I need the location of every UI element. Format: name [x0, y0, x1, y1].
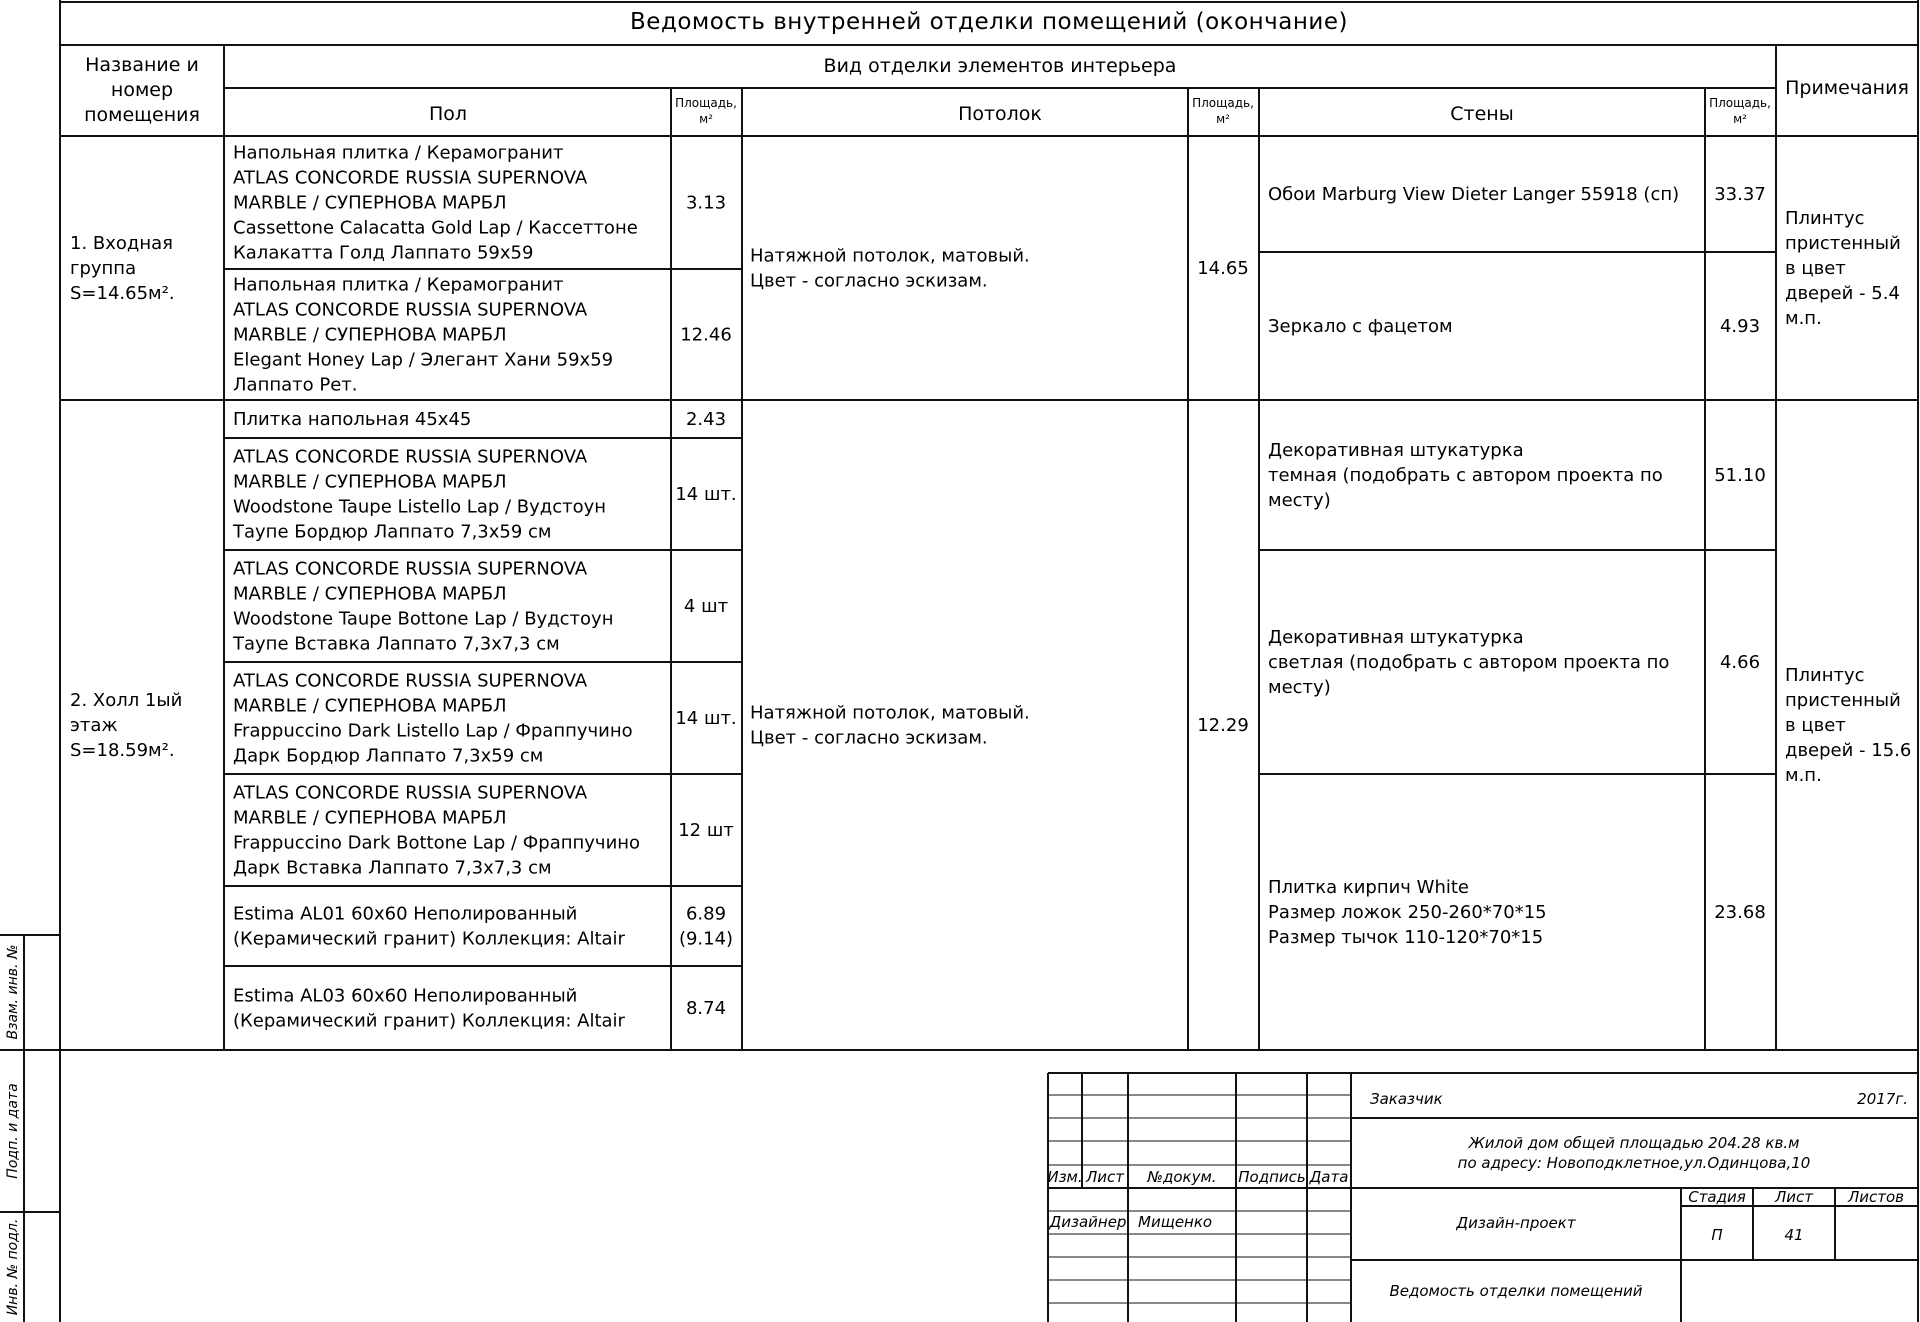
wall-material: месту): [1268, 677, 1331, 698]
header-area-unit: м²: [699, 112, 713, 126]
stamp-year: 2017г.: [1857, 1090, 1908, 1108]
stamp-stage: П: [1711, 1226, 1723, 1244]
floor-material: Дарк Бордюр Лаппато 7,3х59 см: [233, 745, 544, 767]
stamp-col-header: Лист: [1085, 1168, 1125, 1186]
side-stamp-inventory: Инв. № подл.: [5, 1218, 21, 1316]
floor-area: 3.13: [685, 192, 727, 214]
stamp-document: Ведомость отделки помещений: [1389, 1282, 1643, 1300]
floor-material: Woodstone Taupe Listello Lap / Вудстоун: [233, 496, 607, 518]
room-name: S=14.65м².: [70, 283, 175, 304]
floor-material: Таупе Вставка Лаппато 7,3х7,3 см: [233, 633, 560, 655]
wall-material: Декоративная штукатурка: [1268, 627, 1524, 648]
ceiling-material: Натяжной потолок, матовый.: [750, 702, 1030, 724]
wall-material: Зеркало с фацетом: [1268, 316, 1453, 337]
stamp-person: Мищенко: [1138, 1213, 1213, 1231]
floor-area: 2.43: [685, 409, 727, 430]
floor-material: Калакатта Голд Лаппато 59х59: [233, 242, 534, 264]
floor-material: ATLAS CONCORDE RUSSIA SUPERNOVA: [233, 446, 588, 468]
floor-area: 12.46: [680, 324, 732, 346]
floor-material: Cassettone Calacatta Gold Lap / Кассеттоне: [233, 217, 638, 239]
stamp-project: Дизайн-проект: [1456, 1214, 1576, 1232]
sheet-title: Ведомость внутренней отделки помещений (окончание): [630, 9, 1348, 35]
stamp-address: по адресу: Новоподклетное,ул.Одинцова,10: [1457, 1154, 1811, 1172]
header-area: Площадь,: [675, 96, 737, 110]
room-name: 1. Входная: [70, 233, 173, 254]
wall-material: месту): [1268, 490, 1331, 511]
wall-material: Декоративная штукатурка: [1268, 440, 1524, 461]
floor-area: (9.14): [678, 928, 734, 950]
floor-material: MARBLE / СУПЕРНОВА МАРБЛ: [233, 583, 507, 605]
wall-material: Плитка кирпич White: [1268, 877, 1470, 898]
floor-material: ATLAS CONCORDE RUSSIA SUPERNOVA: [233, 670, 588, 692]
floor-material: MARBLE / СУПЕРНОВА МАРБЛ: [233, 695, 507, 717]
stamp-col-header: №докум.: [1147, 1168, 1217, 1186]
floor-material: Напольная плитка / Керамогранит: [233, 142, 564, 164]
header-ceiling: Потолок: [958, 103, 1042, 125]
header-floor: Пол: [428, 103, 468, 125]
floor-material: Estima AL01 60х60 Неполированный: [233, 903, 578, 925]
floor-material: ATLAS CONCORDE RUSSIA SUPERNOVA: [233, 167, 588, 189]
floor-area: 8.74: [685, 998, 727, 1019]
stamp-stage-header: Стадия: [1688, 1188, 1746, 1206]
stamp-role: Дизайнер: [1049, 1213, 1127, 1231]
stamp-col-header: Изм.: [1047, 1168, 1083, 1186]
wall-material: Размер ложок 250-260*70*15: [1268, 902, 1547, 923]
floor-material: (Керамический гранит) Коллекция: Altair: [233, 1010, 625, 1032]
floor-material: Напольная плитка / Керамогранит: [233, 274, 564, 296]
ceiling-material: Цвет - согласно эскизам.: [750, 270, 988, 292]
wall-material: темная (подобрать с автором проекта по: [1268, 465, 1663, 486]
room-note: дверей - 15.6: [1785, 740, 1912, 761]
side-stamp-replace: Взам. инв. №: [5, 944, 21, 1040]
header-notes: Примечания: [1785, 77, 1909, 99]
floor-material: Frappuccino Dark Listello Lap / Фраппучино: [233, 720, 633, 742]
wall-area: 51.10: [1714, 465, 1766, 486]
stamp-customer: Заказчик: [1370, 1090, 1443, 1108]
wall-area: 4.93: [1719, 316, 1761, 337]
header-area: Площадь,: [1709, 96, 1771, 110]
ceiling-material: Цвет - согласно эскизам.: [750, 727, 988, 749]
floor-material: Лаппато Рет.: [233, 374, 358, 396]
room-name: 2. Холл 1ый: [70, 690, 183, 711]
floor-material: MARBLE / СУПЕРНОВА МАРБЛ: [233, 324, 507, 346]
floor-material: Frappuccino Dark Bottone Lap / Фраппучино: [233, 832, 641, 854]
header-finish-type: Вид отделки элементов интерьера: [823, 55, 1177, 77]
header-area: Площадь,: [1192, 96, 1254, 110]
wall-area: 4.66: [1719, 652, 1761, 673]
floor-area: 14 шт.: [675, 484, 737, 505]
header-room: Название и: [85, 54, 199, 76]
room-note: Плинтус: [1785, 208, 1865, 229]
room-name: S=18.59м².: [70, 740, 175, 761]
ceiling-area: 12.29: [1197, 715, 1249, 736]
room-note: м.п.: [1785, 308, 1822, 329]
wall-area: 33.37: [1714, 184, 1766, 205]
room-note: Плинтус: [1785, 665, 1865, 686]
floor-material: ATLAS CONCORDE RUSSIA SUPERNOVA: [233, 299, 588, 321]
wall-area: 23.68: [1714, 902, 1766, 923]
floor-material: (Керамический гранит) Коллекция: Altair: [233, 928, 625, 950]
floor-material: MARBLE / СУПЕРНОВА МАРБЛ: [233, 807, 507, 829]
room-note: в цвет: [1785, 715, 1846, 736]
floor-area: 14 шт.: [675, 708, 737, 729]
room-note: м.п.: [1785, 765, 1822, 786]
room-note: пристенный: [1785, 690, 1901, 711]
ceiling-material: Натяжной потолок, матовый.: [750, 245, 1030, 267]
floor-material: ATLAS CONCORDE RUSSIA SUPERNOVA: [233, 558, 588, 580]
wall-material: светлая (подобрать с автором проекта по: [1268, 652, 1670, 673]
room-note: дверей - 5.4: [1785, 283, 1900, 304]
room-note: в цвет: [1785, 258, 1846, 279]
stamp-sheets-header: Листов: [1847, 1188, 1905, 1206]
floor-material: Плитка напольная 45х45: [233, 409, 472, 430]
wall-material: Обои Marburg View Dieter Langer 55918 (сп): [1268, 184, 1680, 205]
floor-material: Elegant Honey Lap / Элегант Хани 59х59: [233, 349, 614, 371]
floor-material: ATLAS CONCORDE RUSSIA SUPERNOVA: [233, 782, 588, 804]
floor-area: 6.89: [685, 903, 727, 925]
stamp-object: Жилой дом общей площадью 204.28 кв.м: [1468, 1134, 1800, 1152]
stamp-sheet-header: Лист: [1774, 1188, 1814, 1206]
stamp-sheet-number: 41: [1784, 1226, 1804, 1244]
header-area-unit: м²: [1216, 112, 1230, 126]
floor-material: Woodstone Taupe Bottone Lap / Вудстоун: [233, 608, 614, 630]
ceiling-area: 14.65: [1197, 258, 1249, 279]
stamp-col-header: Подпись: [1238, 1168, 1306, 1186]
floor-area: 4 шт: [683, 596, 729, 617]
room-name: этаж: [70, 715, 118, 736]
floor-material: MARBLE / СУПЕРНОВА МАРБЛ: [233, 471, 507, 493]
stamp-col-header: Дата: [1309, 1168, 1349, 1186]
floor-material: Estima AL03 60х60 Неполированный: [233, 985, 578, 1007]
floor-material: Дарк Вставка Лаппато 7,3х7,3 см: [233, 857, 552, 879]
header-area-unit: м²: [1733, 112, 1747, 126]
header-room: помещения: [84, 104, 200, 126]
room-name: группа: [70, 258, 137, 279]
room-note: пристенный: [1785, 233, 1901, 254]
floor-material: Таупе Бордюр Лаппато 7,3х59 см: [233, 521, 552, 543]
floor-area: 12 шт: [678, 820, 734, 841]
header-walls: Стены: [1450, 103, 1514, 125]
wall-material: Размер тычок 110-120*70*15: [1268, 927, 1544, 948]
header-room: номер: [110, 79, 174, 101]
side-stamp-sign: Подп. и дата: [5, 1083, 21, 1179]
floor-material: MARBLE / СУПЕРНОВА МАРБЛ: [233, 192, 507, 214]
